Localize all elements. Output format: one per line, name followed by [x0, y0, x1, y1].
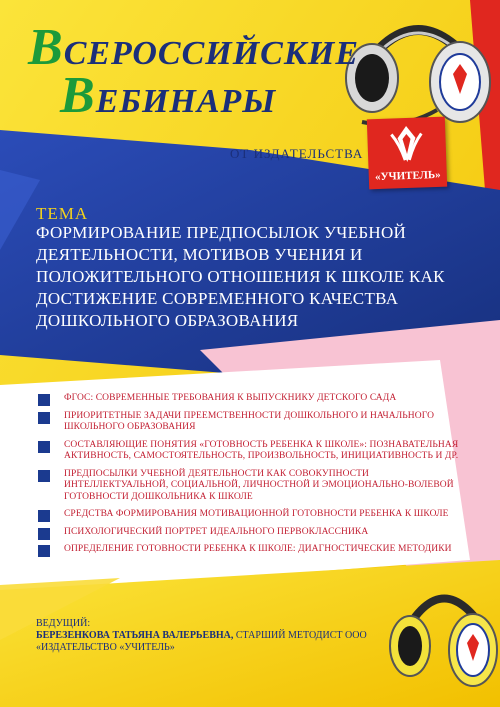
uchitel-logo-icon [387, 123, 426, 164]
list-item [36, 509, 466, 521]
brand-rest-1: СЕРОССИЙСКИЕ [63, 35, 360, 72]
list-item-text: СОСТАВЛЯЮЩИЕ ПОНЯТИЯ «ГОТОВНОСТЬ РЕБЕНКА К ШКОЛЕ»: ПОЗНАВАТЕЛЬНАЯ АКТИВНОСТЬ, САМОСТОЯТЕЛЬНОСТЬ, ПРОИЗВОЛЬНОСТЬ, ИНИЦИАТИВНОСТЬ И ДР. [64, 439, 459, 461]
list-item-text: ОПРЕДЕЛЕНИЕ ГОТОВНОСТИ РЕБЕНКА К ШКОЛЕ: ДИАГНОСТИЧЕСКИЕ МЕТОДИКИ [64, 544, 452, 554]
list-item [36, 469, 466, 504]
agenda-list [36, 393, 466, 562]
list-item [36, 411, 466, 434]
publisher-logo [367, 117, 447, 190]
list-item [36, 544, 466, 556]
host-position: СТАРШИЙ МЕТОДИСТ ООО «ИЗДАТЕЛЬСТВО «УЧИТЕЛЬ» [36, 630, 367, 653]
brand-line-2 [60, 66, 276, 125]
bullet-square-icon [38, 394, 50, 406]
headset-icon [342, 0, 492, 135]
list-item-text: ПСИХОЛОГИЧЕСКИЙ ПОРТРЕТ ИДЕАЛЬНОГО ПЕРВОКЛАССНИКА [64, 526, 369, 537]
bullet-square-icon [38, 441, 50, 453]
topic-title: ФОРМИРОВАНИЕ ПРЕДПОСЫЛОК УЧЕБНОЙ ДЕЯТЕЛЬНОСТИ, МОТИВОВ УЧЕНИЯ И ПОЛОЖИТЕЛЬНОГО ОТНОШЕНИЯ К ШКОЛЕ КАК ДОСТИЖЕНИЕ СОВРЕМЕННОГО КАЧЕСТВА ДОШКОЛЬНОГО ОБРАЗОВАНИЯ [36, 223, 445, 330]
bullet-square-icon [38, 510, 50, 522]
list-item [36, 527, 466, 539]
host-block [36, 618, 396, 654]
publisher-text: ОТ ИЗДАТЕЛЬСТВА [230, 146, 364, 161]
bullet-square-icon [38, 528, 50, 540]
list-item [36, 393, 466, 405]
list-item-text: ФГОС: СОВРЕМЕННЫЕ ТРЕБОВАНИЯ К ВЫПУСКНИКУ ДЕТСКОГО САДА [64, 393, 397, 403]
bullet-square-icon [38, 412, 50, 424]
list-item [36, 440, 466, 463]
host-label: ВЕДУЩИЙ: [36, 618, 91, 629]
list-item-text: СРЕДСТВА ФОРМИРОВАНИЯ МОТИВАЦИОННОЙ ГОТОВНОСТИ РЕБЕНКА К ШКОЛЕ [64, 509, 449, 519]
list-item-text: ПРИОРИТЕТНЫЕ ЗАДАЧИ ПРЕЕМСТВЕННОСТИ ДОШКОЛЬНОГО И НАЧАЛЬНОГО ШКОЛЬНОГО ОБРАЗОВАНИЯ [64, 410, 435, 432]
topic-label: ТЕМА [36, 204, 89, 223]
bullet-square-icon [38, 470, 50, 482]
host-info [36, 630, 396, 654]
brand-rest-2: ЕБИНАРЫ [95, 83, 277, 120]
bullet-square-icon [38, 545, 50, 557]
list-item-text: ПРЕДПОСЫЛКИ УЧЕБНОЙ ДЕЯТЕЛЬНОСТИ КАК СОВОКУПНОСТИ ИНТЕЛЛЕКТУАЛЬНОЙ, СОЦИАЛЬНОЙ, ЛИЧНОСТНОЙ И ЭМОЦИОНАЛЬНО-ВОЛЕВОЙ ГОТОВНОСТИ ДОШКОЛЬНИКА К ШКОЛЕ [64, 468, 454, 502]
brand-initial-2: В [60, 67, 96, 124]
brand-initial-1: В [28, 19, 64, 76]
logo-caption: «УЧИТЕЛЬ» [374, 168, 441, 184]
host-name: БЕРЕЗЕНКОВА ТАТЬЯНА ВАЛЕРЬЕВНА, [36, 630, 234, 641]
headset-icon [388, 566, 498, 701]
